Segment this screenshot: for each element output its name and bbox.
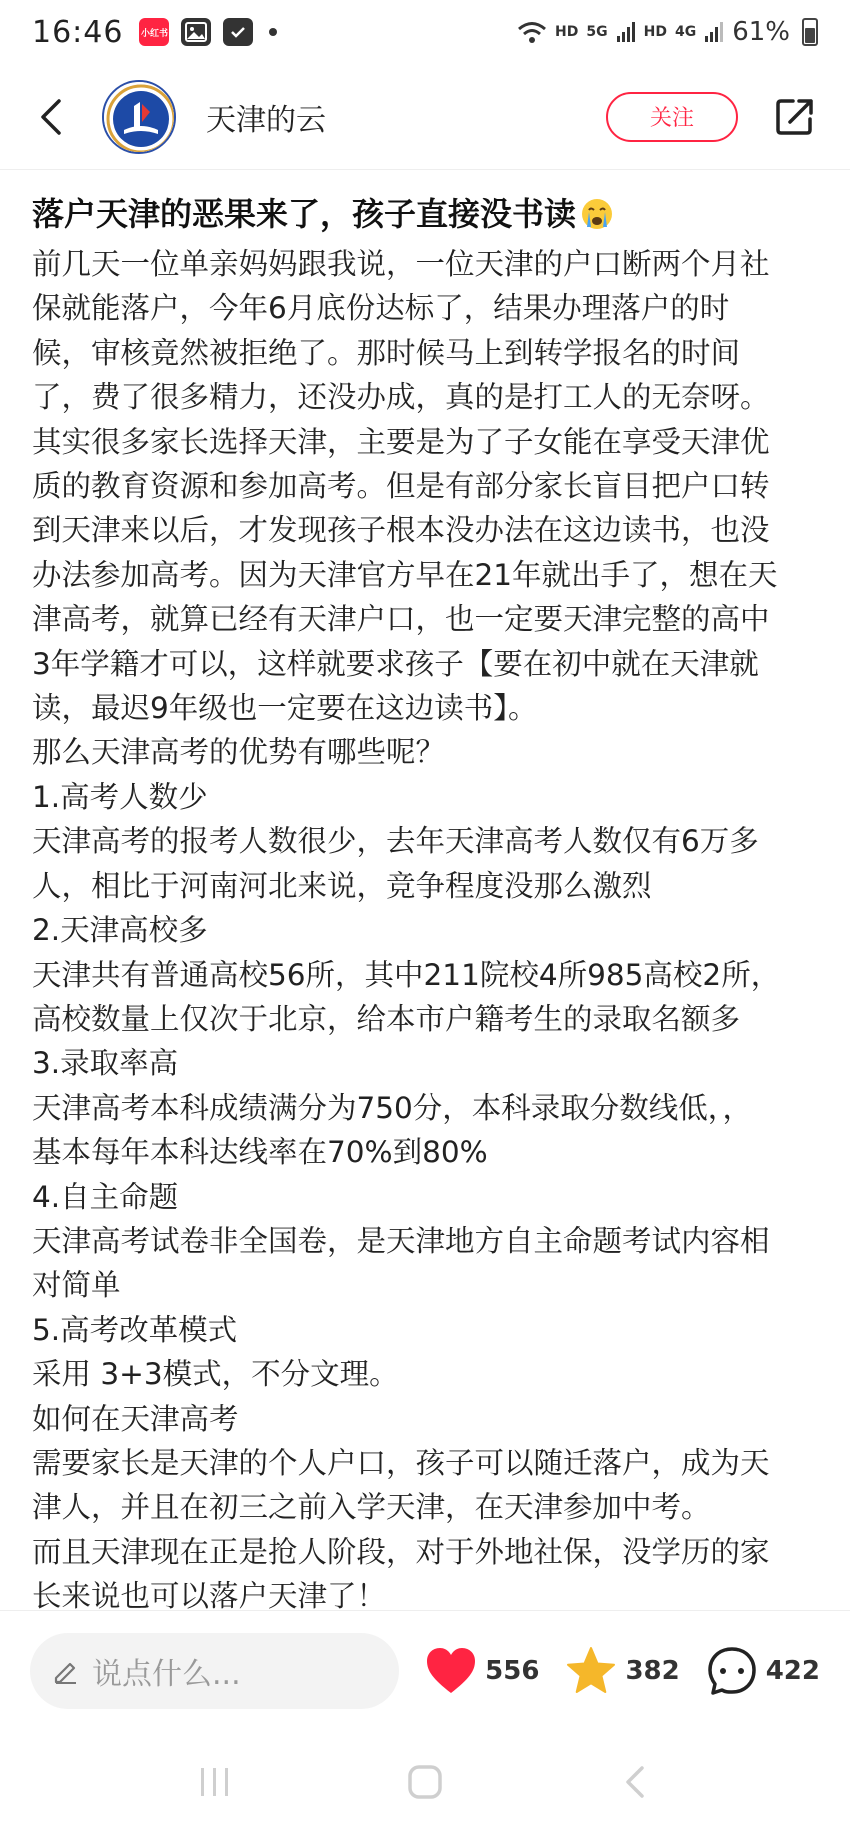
battery-percent: 61% [732, 17, 790, 47]
post-line: 基本每年本科达线率在70%到80% [32, 1135, 488, 1170]
hd-label: HD [555, 24, 579, 40]
post-line: 3.录取率高 [32, 1046, 179, 1081]
comment-placeholder: 说点什么... [92, 1656, 241, 1692]
post-line: 人，相比于河南河北来说，竞争程度没那么激烈 [32, 868, 652, 903]
home-icon [405, 1762, 445, 1802]
comment-input[interactable] [30, 1633, 399, 1709]
post-line: 读，最迟9年级也一定要在这边读书】。 [32, 691, 538, 726]
avatar[interactable] [102, 80, 176, 154]
share-button[interactable] [766, 88, 824, 146]
signal-icon-2 [704, 21, 724, 43]
post-line: 需要家长是天津的个人户口，孩子可以随迁落户，成为天 [32, 1445, 770, 1480]
post-line: 对简单 [32, 1268, 121, 1303]
post-line: 前几天一位单亲妈妈跟我说，一位天津的户口断两个月社 [32, 247, 770, 281]
chevron-left-icon [35, 97, 65, 137]
home-button[interactable] [395, 1757, 455, 1807]
recent-apps-button[interactable] [185, 1757, 245, 1807]
star-icon [565, 1646, 617, 1696]
post-line: 津高考，就算已经有天津户口，也一定要天津完整的高中 [32, 602, 770, 637]
xiaohongshu-app-icon: 小红书 [139, 18, 169, 46]
like-button[interactable] [425, 1647, 539, 1695]
battery-icon [802, 18, 818, 46]
post-line: 天津高考的报考人数很少，去年天津高考人数仅有6万多 [32, 824, 759, 859]
share-icon [775, 97, 815, 137]
post-line: 长来说也可以落户天津了！ [32, 1579, 387, 1614]
comment-count: 422 [765, 1655, 820, 1686]
pencil-icon [52, 1658, 78, 1684]
post-line: 质的教育资源和参加高考。但是有部分家长盲目把户口转 [32, 469, 770, 504]
status-bar [0, 0, 850, 64]
post-line: 候，审核竟然被拒绝了。那时候马上到转学报名的时间 [32, 335, 741, 370]
post-line: 高校数量上仅次于北京，给本市户籍考生的录取名额多 [32, 1001, 741, 1036]
author-name[interactable]: 天津的云 [206, 102, 326, 138]
bottom-action-bar [0, 1610, 850, 1730]
post-line: 采用 3+3模式，不分文理。 [32, 1357, 399, 1392]
follow-button[interactable]: 关注 [606, 92, 738, 142]
system-back-button[interactable] [605, 1757, 665, 1807]
back-button[interactable] [20, 87, 80, 147]
status-time: 16:46 [32, 14, 124, 50]
notification-dot-icon [269, 28, 277, 36]
post-line: 那么天津高考的优势有哪些呢？ [32, 735, 446, 770]
4g-label: 4G [674, 24, 697, 40]
post-line: 5.高考改革模式 [32, 1312, 238, 1347]
post-content [32, 186, 822, 1619]
post-header [0, 64, 850, 170]
5g-label: 5G [586, 24, 608, 40]
post-line: 天津高考试卷非全国卷，是天津地方自主命题考试内容相 [32, 1223, 770, 1258]
post-line: 办法参加高考。因为天津官方早在21年就出手了，想在天 [32, 557, 778, 592]
comment-button[interactable] [706, 1645, 820, 1697]
post-line: 到天津来以后，才发现孩子根本没办法在这边读书，也没 [32, 513, 770, 548]
check-app-icon [223, 18, 253, 46]
hd-label-2: HD [643, 24, 667, 40]
recent-apps-icon [197, 1765, 233, 1799]
post-title: 落户天津的恶果来了，孩子直接没书读 [32, 186, 822, 242]
post-line: 天津高考本科成绩满分为750分，本科录取分数线低，， [32, 1090, 753, 1125]
comment-bubble-icon [706, 1645, 758, 1697]
post-line: 津人，并且在初三之前入学天津，在天津参加中考。 [32, 1490, 711, 1525]
post-line: 而且天津现在正是抢人阶段，对于外地社保，没学历的家 [32, 1534, 770, 1569]
post-line: 如何在天津高考 [32, 1401, 239, 1436]
gallery-app-icon [181, 18, 211, 46]
post-line: 其实很多家长选择天津，主要是为了子女能在享受天津优 [32, 424, 770, 459]
collect-button[interactable] [565, 1646, 679, 1696]
back-arrow-icon [620, 1762, 650, 1802]
signal-icon [616, 21, 636, 43]
post-line: 天津共有普通高校56所，其中211院校4所985高校2所， [32, 957, 781, 992]
heart-icon [425, 1647, 477, 1695]
post-body-text [32, 242, 822, 1619]
post-line: 了，费了很多精力，还没办成，真的是打工人的无奈呀。 [32, 380, 770, 415]
post-line: 3年学籍才可以，这样就要求孩子【要在初中就在天津就 [32, 646, 759, 681]
post-line: 保就能落户，今年6月底份达标了，结果办理落户的时 [32, 291, 730, 326]
system-navigation-bar [0, 1740, 850, 1823]
crying-emoji-icon [580, 197, 614, 231]
like-count: 556 [485, 1655, 540, 1686]
post-line: 4.自主命题 [32, 1179, 179, 1214]
wifi-icon [517, 20, 547, 44]
status-app-icons [139, 18, 277, 46]
collect-count: 382 [625, 1655, 680, 1686]
status-indicators [517, 17, 818, 47]
post-line: 1.高考人数少 [32, 779, 208, 814]
post-line: 2.天津高校多 [32, 913, 208, 948]
